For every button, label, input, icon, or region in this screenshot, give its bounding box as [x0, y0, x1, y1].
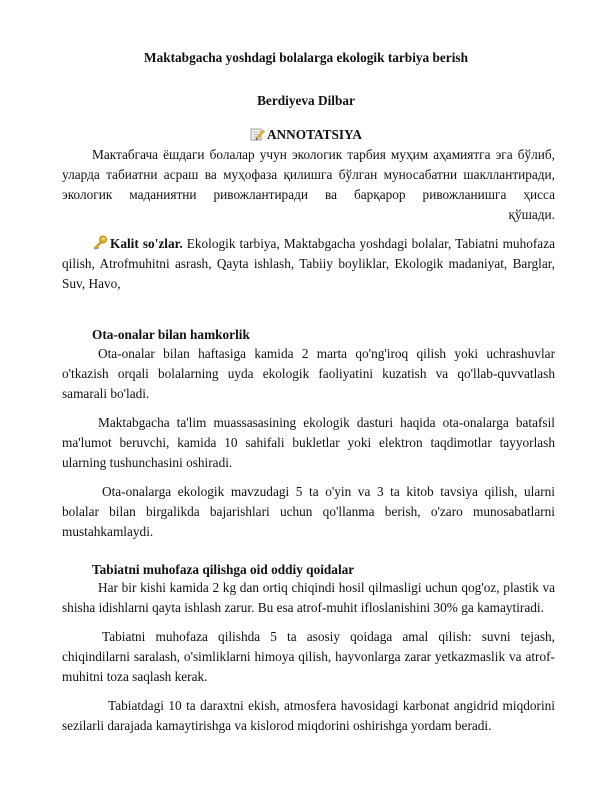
keywords-paragraph: [62, 234, 555, 294]
paragraph: Ota-onalarga ekologik mavzudagi 5 ta o'yin va 3 ta kitob tavsiya qilish, ularni bolalar bilan birgalikda bajarishlari uchun qo'llanma berish, o'zaro munosabatlarni mustahkamlaydi.: [62, 484, 555, 539]
paragraph: Tabiatni muhofaza qilishda 5 ta asosiy qoidaga amal qilish: suvni tejash, chiqindilarni saralash, o'simliklarni himoya qilish, hayvonlarga zarar yetkazmaslik va atrof-muhitni toza saqlash kerak.: [62, 629, 555, 684]
section-cooperation-body: [62, 344, 555, 542]
annotation-heading: ANNOTATSIYA: [266, 127, 363, 142]
annotation-block: [62, 145, 555, 225]
key-icon: [92, 235, 108, 250]
annotation-heading-row: [0, 127, 612, 143]
document-title: Maktabgacha yoshdagi bolalarga ekologik tarbiya berish: [144, 50, 468, 65]
section-heading-rules: Tabiatni muhofaza qilishga oid oddiy qoidalar: [92, 562, 355, 577]
paragraph: Ota-onalar bilan haftasiga kamida 2 marta qo'ng'iroq qilish yoki uchrashuvlar o'tkazish orqali bolalarning uyda ekologik faoliyatini kuzatish va qo'llab-quvvatlash samarali bo'ladi.: [62, 346, 555, 401]
paragraph: Har bir kishi kamida 2 kg dan ortiq chiqindi hosil qilmasligi uchun qog'oz, plastik va shisha idishlarni qayta ishlash zarur. Bu esa atrof-muhit ifloslanishini 30% ga kamaytiradi.: [62, 580, 555, 615]
paragraph: Tabiatdagi 10 ta daraxtni ekish, atmosfera havosidagi karbonat angidrid miqdorini sezilarli darajada kamaytirishga va kislorod miqdorini oshirishga yordam beradi.: [62, 698, 555, 733]
annotation-text: Мактабгача ёшдаги болалар учун экологик тарбия муҳим аҳамиятга эга бўлиб, уларда табиатни асраш ва муҳофаза қилишга бўлган муносабатни шакллантиради, экологик маданиятни ривожлантиради ва барқарор ривожланишга ҳисса: [62, 147, 555, 202]
section-heading-cooperation: Ota-onalar bilan hamkorlik: [92, 327, 250, 342]
section-rules-body: [62, 578, 555, 736]
author-name: Berdiyeva Dilbar: [257, 93, 355, 108]
keywords-block: [62, 234, 555, 294]
annotation-text-end: қўшади.: [508, 207, 555, 222]
keywords-label: Kalit so'zlar.: [110, 236, 183, 251]
keywords-text: Ekologik tarbiya, Maktabgacha yoshdagi bolalar, Tabiatni muhofaza qilish, Atrofmuhitni asrash, Qayta ishlash, Tabiiy boyliklar, Ekologik madaniyat, Barglar, Suv, Havo,: [62, 236, 555, 291]
paragraph: Maktabgacha ta'lim muassasasining ekologik dasturi haqida ota-onalarga batafsil ma'lumot beruvchi, kamida 10 sahifali bukletlar yoki elektron taqdimotlar tayyorlash ularning tushunchasini oshiradi.: [62, 415, 555, 470]
memo-pencil-icon: [250, 127, 265, 141]
